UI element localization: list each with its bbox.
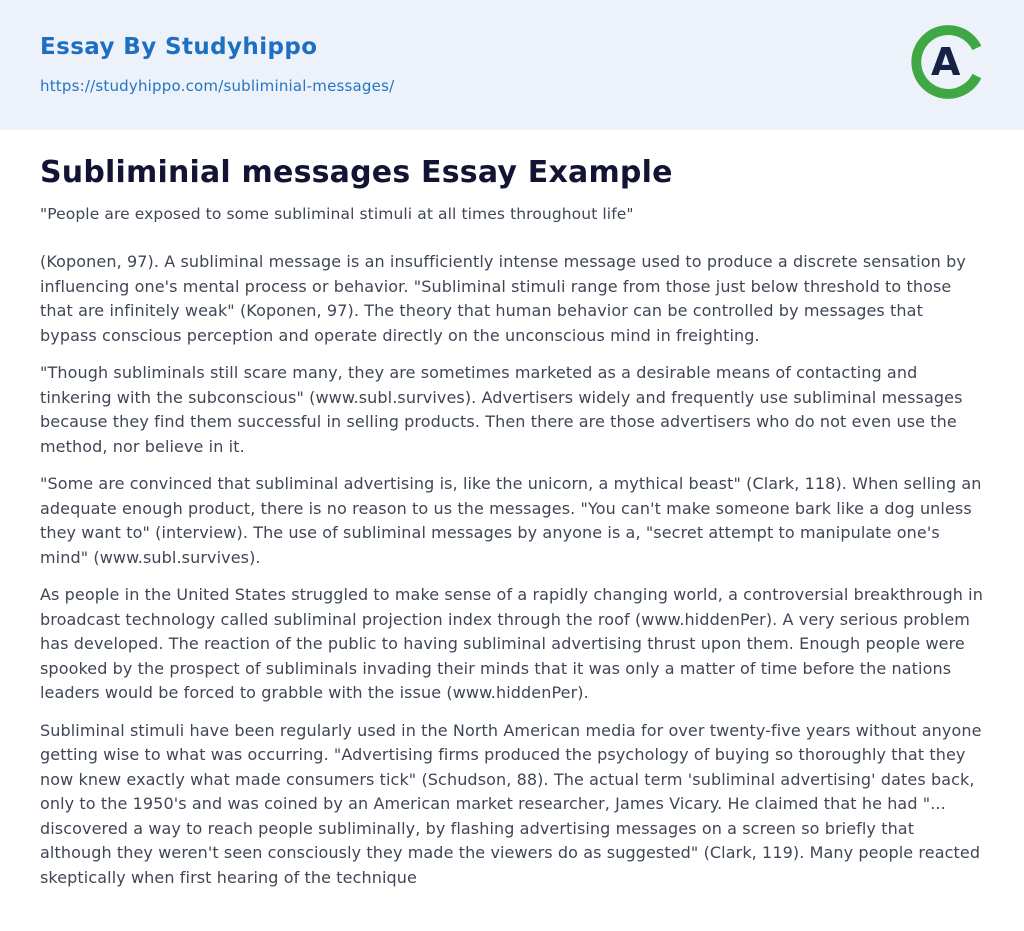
essay-paragraph: As people in the United States struggled to make sense of a rapidly changing world, a controversial breakthrough in broadcast technology called subliminal projection index through the roof (www.hiddenPer). A very serious problem has developed. The reaction of the public to having subliminal advertising thrust upon them. Enough people were spooked by the prospect of subliminals invading their minds that it was only a matter of time before the nations leaders would be forced to grabble with the issue (www.hiddenPer). bbox=[40, 585, 983, 702]
essay-paragraph: (Koponen, 97). A subliminal message is an insufficiently intense message used to produce a discrete sensation by influencing one's mental process or behavior. "Subliminal stimuli range from those just below threshold to those that are infinitely weak" (Koponen, 97). The theory that human behavior can be controlled by messages that bypass conscious perception and operate directly on the unconscious mind in freighting. bbox=[40, 252, 966, 345]
header-text-block bbox=[40, 30, 394, 95]
essay-title: Subliminial messages Essay Example bbox=[40, 155, 673, 190]
essay-paragraph: "Though subliminals still scare many, they are sometimes marketed as a desirable means of contacting and tinkering with the subconscious" (www.subl.survives). Advertisers widely and frequently use subliminal messages because they find them successful in selling products. Then there are those advertisers who do not even use the method, nor believe in it. bbox=[40, 363, 963, 456]
logo-letter: A bbox=[931, 39, 961, 84]
brand-title: Essay By Studyhippo bbox=[40, 34, 318, 60]
essay-quote: "People are exposed to some subliminal stimuli at all times throughout life" bbox=[40, 205, 634, 223]
page-header bbox=[0, 0, 1024, 130]
source-url-link[interactable]: https://studyhippo.com/subliminial-messages/ bbox=[40, 77, 395, 95]
essay-body bbox=[40, 250, 984, 890]
essay-paragraph: Subliminal stimuli have been regularly used in the North American media for over twenty-five years without anyone getting wise to what was occurring. "Advertising firms produced the psychology of buying so thoroughly that they now knew exactly what made consumers tick" (Schudson, 88). The actual term 'subliminal advertising' dates back, only to the 1950's and was coined by an American market researcher, James Vicary. He claimed that he had "... discovered a way to reach people subliminally, by flashing advertising messages on a screen so briefly that although they weren't seen consciously they made the viewers do as suggested" (Clark, 119). Many people reacted skeptically when first hearing of the technique bbox=[40, 720, 982, 887]
essay-content bbox=[0, 130, 1024, 890]
studyhippo-logo-icon bbox=[910, 24, 986, 100]
essay-paragraph: "Some are convinced that subliminal advertising is, like the unicorn, a mythical beast" (Clark, 118). When selling an adequate enough product, there is no reason to us the messages. "You can't make someone bark like a dog unless they want to" (interview). The use of subliminal messages by anyone is a, "secret attempt to manipulate one's mind" (www.subl.survives). bbox=[40, 474, 982, 567]
